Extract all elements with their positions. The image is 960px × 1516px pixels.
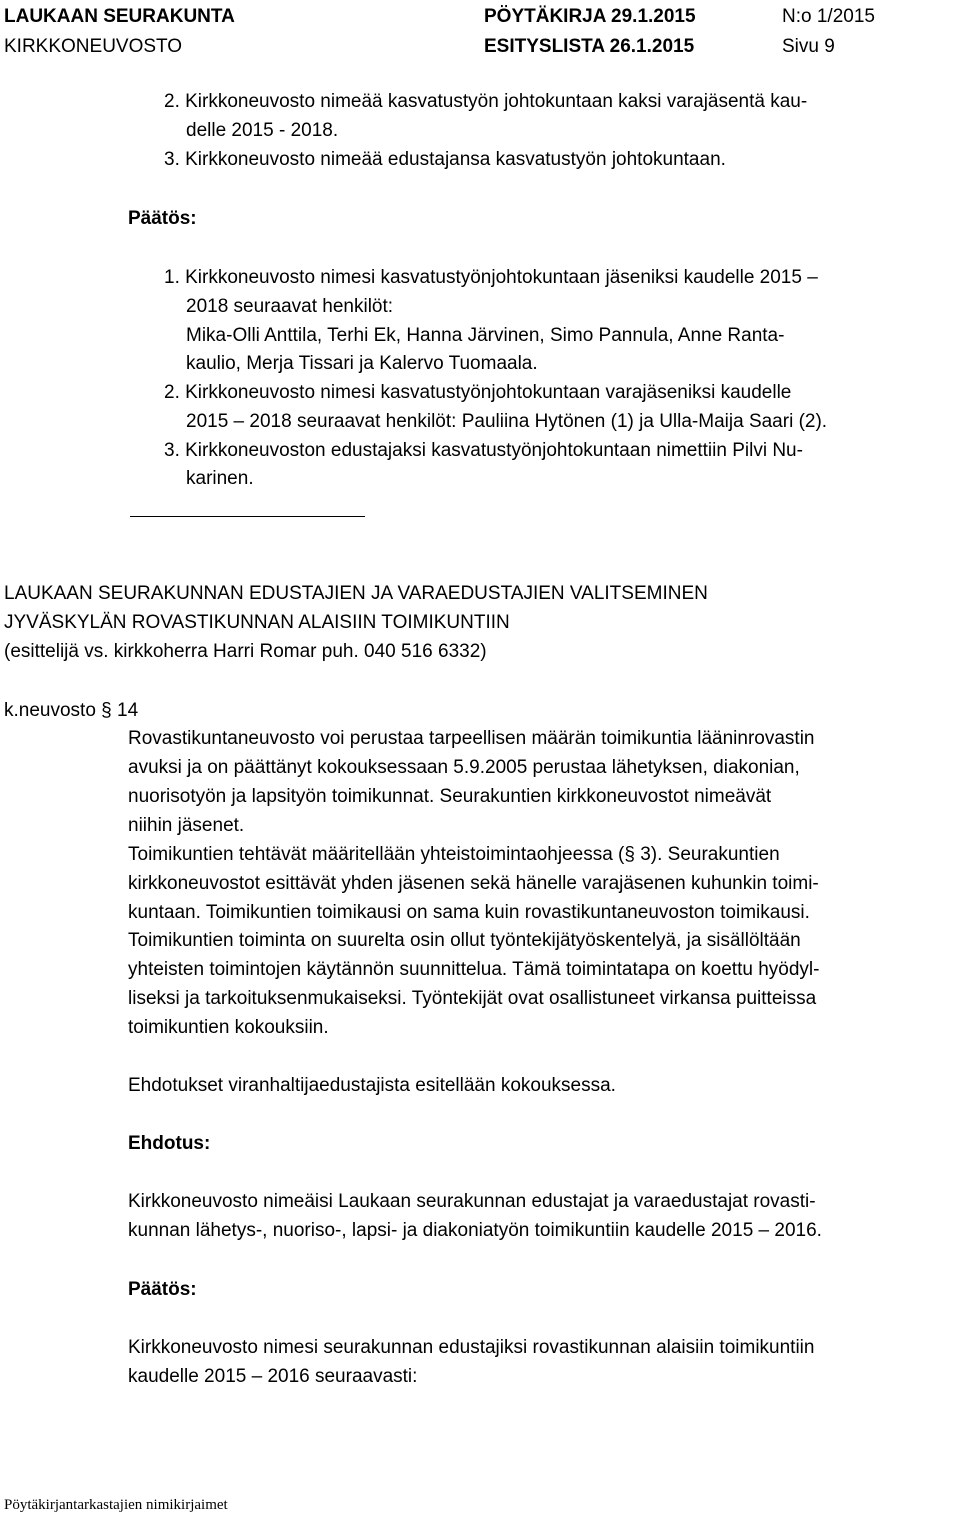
body-line: yhteisten toimintojen käytännön suunnittelua. Tämä toimintatapa on koettu hyödyl- <box>128 959 820 980</box>
minutes-date: PÖYTÄKIRJA 29.1.2015 <box>484 6 696 27</box>
final-decision-heading: Päätös: <box>128 1279 197 1300</box>
body-name: KIRKKONEUVOSTO <box>4 36 183 57</box>
org-name: LAUKAAN SEURAKUNTA <box>4 6 235 27</box>
page-header <box>0 0 960 64</box>
proposal-line-1: Kirkkoneuvosto nimeäisi Laukaan seurakunnan edustajat ja varaedustajat rovasti- <box>128 1191 816 1212</box>
decision-line-4: kaulio, Merja Tissari ja Kalervo Tuomaala. <box>186 353 538 374</box>
final-decision-line-2: kaudelle 2015 – 2016 seuraavasti: <box>128 1366 418 1387</box>
body-line: kuntaan. Toimikuntien toimikausi on sama kuin rovastikuntaneuvoston toimikausi. <box>128 902 810 923</box>
presenter-info: (esittelijä vs. kirkkoherra Harri Romar puh. 040 516 6332) <box>4 641 487 662</box>
body-line: Rovastikuntaneuvosto voi perustaa tarpeellisen määrän toimikuntia lääninrovastin <box>128 728 815 749</box>
body-line: niihin jäsenet. <box>128 815 245 836</box>
body-line: avuksi ja on päättänyt kokouksessaan 5.9.2005 perustaa lähetyksen, diakonian, <box>128 757 800 778</box>
decision-heading: Päätös: <box>128 208 197 229</box>
decision-line-2: 2018 seuraavat henkilöt: <box>186 296 394 317</box>
final-decision-line-1: Kirkkoneuvosto nimesi seurakunnan edustajiksi rovastikunnan alaisiin toimikuntiin <box>128 1337 815 1358</box>
prior-item-3: 3. Kirkkoneuvosto nimeää edustajansa kasvatustyön johtokuntaan. <box>164 149 726 170</box>
proposal-heading: Ehdotus: <box>128 1133 211 1154</box>
decision-line-8: karinen. <box>186 468 254 489</box>
decision-line-7: 3. Kirkkoneuvoston edustajaksi kasvatustyönjohtokuntaan nimettiin Pilvi Nu- <box>164 440 803 461</box>
proposal-line-2: kunnan lähetys-, nuoriso-, lapsi- ja diakoniatyön toimikuntiin kaudelle 2015 – 2016. <box>128 1220 822 1241</box>
body-line: Toimikuntien toiminta on suurelta osin ollut työntekijätyöskentelyä, ja sisällöltään <box>128 930 801 951</box>
meeting-reference: k.neuvosto § 14 <box>4 700 139 721</box>
decision-line-1: 1. Kirkkoneuvosto nimesi kasvatustyönjohtokuntaan jäseniksi kaudelle 2015 – <box>164 267 818 288</box>
section-title-line-2: JYVÄSKYLÄN ROVASTIKUNNAN ALAISIIN TOIMIKUNTIIN <box>4 612 510 633</box>
body-line: Toimikuntien tehtävät määritellään yhteistoimintaohjeessa (§ 3). Seurakuntien <box>128 844 780 865</box>
section-separator <box>130 516 365 517</box>
body-line: toimikuntien kokouksiin. <box>128 1017 329 1038</box>
prior-item-2-line-2: delle 2015 - 2018. <box>186 120 339 141</box>
agenda-date: ESITYSLISTA 26.1.2015 <box>484 36 695 57</box>
decision-line-5: 2. Kirkkoneuvosto nimesi kasvatustyönjohtokuntaan varajäseniksi kaudelle <box>164 382 792 403</box>
prior-item-2-line-1: 2. Kirkkoneuvosto nimeää kasvatustyön johtokuntaan kaksi varajäsentä kau- <box>164 91 808 112</box>
section-title-line-1: LAUKAAN SEURAKUNNAN EDUSTAJIEN JA VARAEDUSTAJIEN VALITSEMINEN <box>4 583 708 604</box>
page-number: Sivu 9 <box>782 36 835 57</box>
proposal-intro: Ehdotukset viranhaltijaedustajista esitellään kokouksessa. <box>128 1075 616 1096</box>
body-line: kirkkoneuvostot esittävät yhden jäsenen sekä hänelle varajäsenen kuhunkin toimi- <box>128 873 819 894</box>
decision-line-3: Mika-Olli Anttila, Terhi Ek, Hanna Järvinen, Simo Pannula, Anne Ranta- <box>186 325 785 346</box>
footer-initials-label: Pöytäkirjantarkastajien nimikirjaimet <box>4 1497 228 1513</box>
body-line: nuorisotyön ja lapsityön toimikunnat. Seurakuntien kirkkoneuvostot nimeävät <box>128 786 772 807</box>
decision-line-6: 2015 – 2018 seuraavat henkilöt: Pauliina Hytönen (1) ja Ulla-Maija Saari (2). <box>186 411 828 432</box>
body-line: liseksi ja tarkoituksenmukaiseksi. Työntekijät ovat osallistuneet virkansa puitteissa <box>128 988 817 1009</box>
document-number: N:o 1/2015 <box>782 6 875 27</box>
